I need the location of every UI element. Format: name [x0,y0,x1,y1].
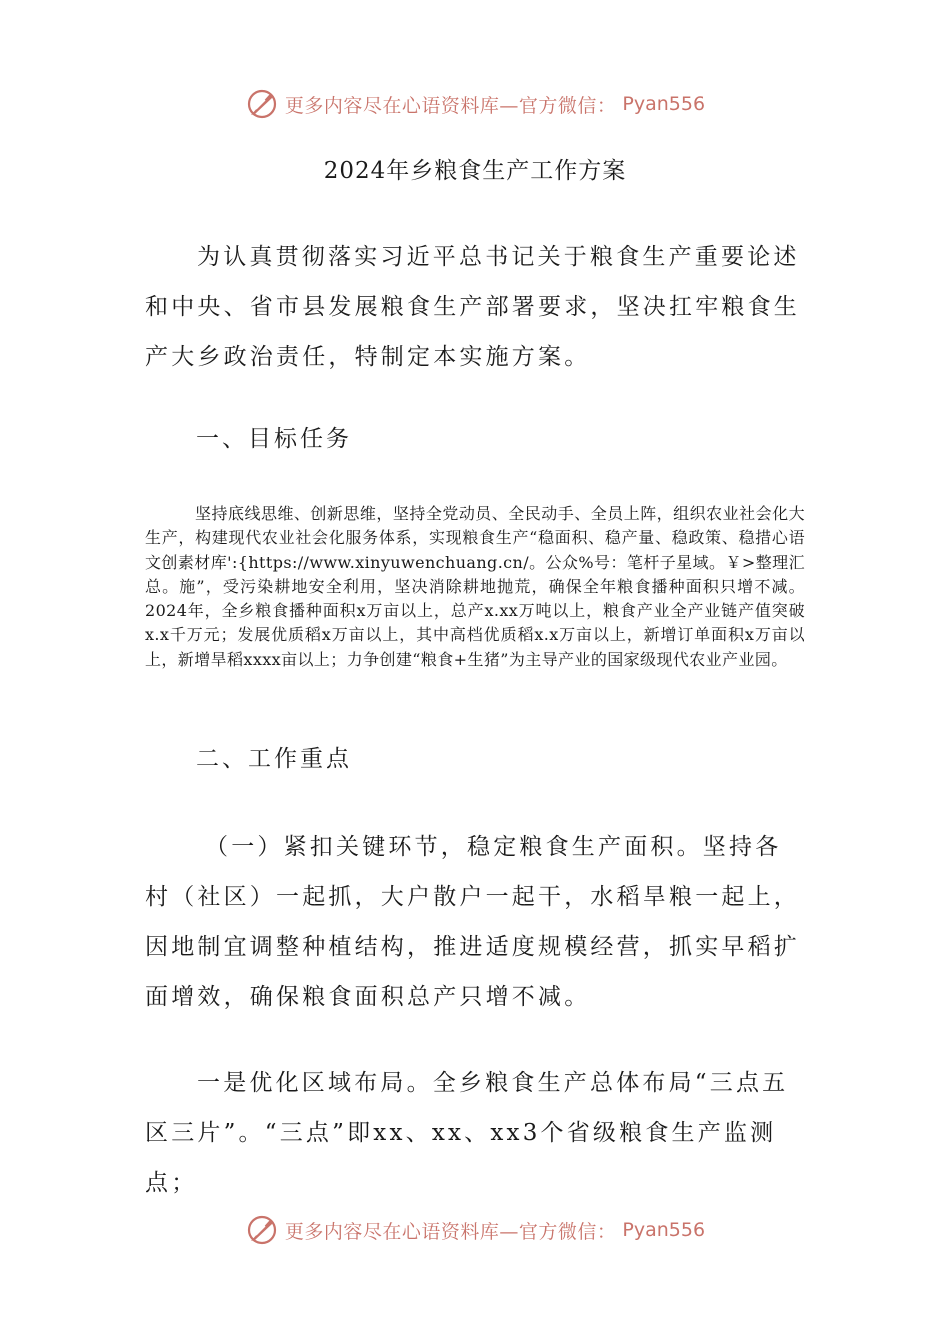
quill-logo-icon [245,1213,279,1247]
goals-paragraph: 坚持底线思维、创新思维，坚持全党动员、全民动手、全员上阵，组织农业社会化大生产，构建现代农业社会化服务体系，实现粮食生产“稳面积、稳产量、稳政策、稳措心语文创素材库':{https://www.xinyuwenchuang.cn/。公众%号：笔杆子星域。￥>整理汇总。施”，受污染耕地安全利用，坚决消除耕地抛荒，确保全年粮食播种面积只增不减。2024年，全乡粮食播种面积x万亩以上，总产x.xx万吨以上，粮食产业全产业链产值突破x.x千万元；发展优质稻x万亩以上，其中高档优质稻x.x万亩以上，新增订单面积x万亩以上，新增旱稻xxxx亩以上；力争创建“粮食+生猪”为主导产业的国家级现代农业产业园。 [145,504,805,669]
watermark-text: 更多内容尽在心语资料库—官方微信： [284,94,617,117]
quill-logo-icon [245,87,279,121]
intro-paragraph: 为认真贯彻落实习近平总书记关于粮食生产重要论述和中央、省市县发展粮食生产部署要求，坚决扛牢粮食生产大乡政治责任，特制定本实施方案。 [145,244,800,370]
key-work-paragraph-2: 一是优化区域布局。全乡粮食生产总体布局“三点五区三片”。“三点”即xx、xx、xx3个省级粮食生产监测点； [145,1070,789,1196]
watermark-footer [0,1210,950,1250]
watermark-header [0,84,950,124]
section-heading-key-work: 二、工作重点 [196,746,352,772]
section-heading-goals: 一、目标任务 [196,426,352,452]
watermark-wechat-id: Pyan556 [622,1219,706,1241]
document-title: 2024年乡粮食生产工作方案 [323,158,627,184]
watermark-wechat-id: Pyan556 [622,93,706,115]
key-work-paragraph-1: （一）紧扣关键环节，稳定粮食生产面积。坚持各村（社区）一起抓，大户散户一起干，水稻旱粮一起上，因地制宜调整种植结构，推进适度规模经营，抓实早稻扩面增效，确保粮食面积总产只增不减。 [145,834,800,1010]
watermark-text: 更多内容尽在心语资料库—官方微信： [284,1220,617,1243]
